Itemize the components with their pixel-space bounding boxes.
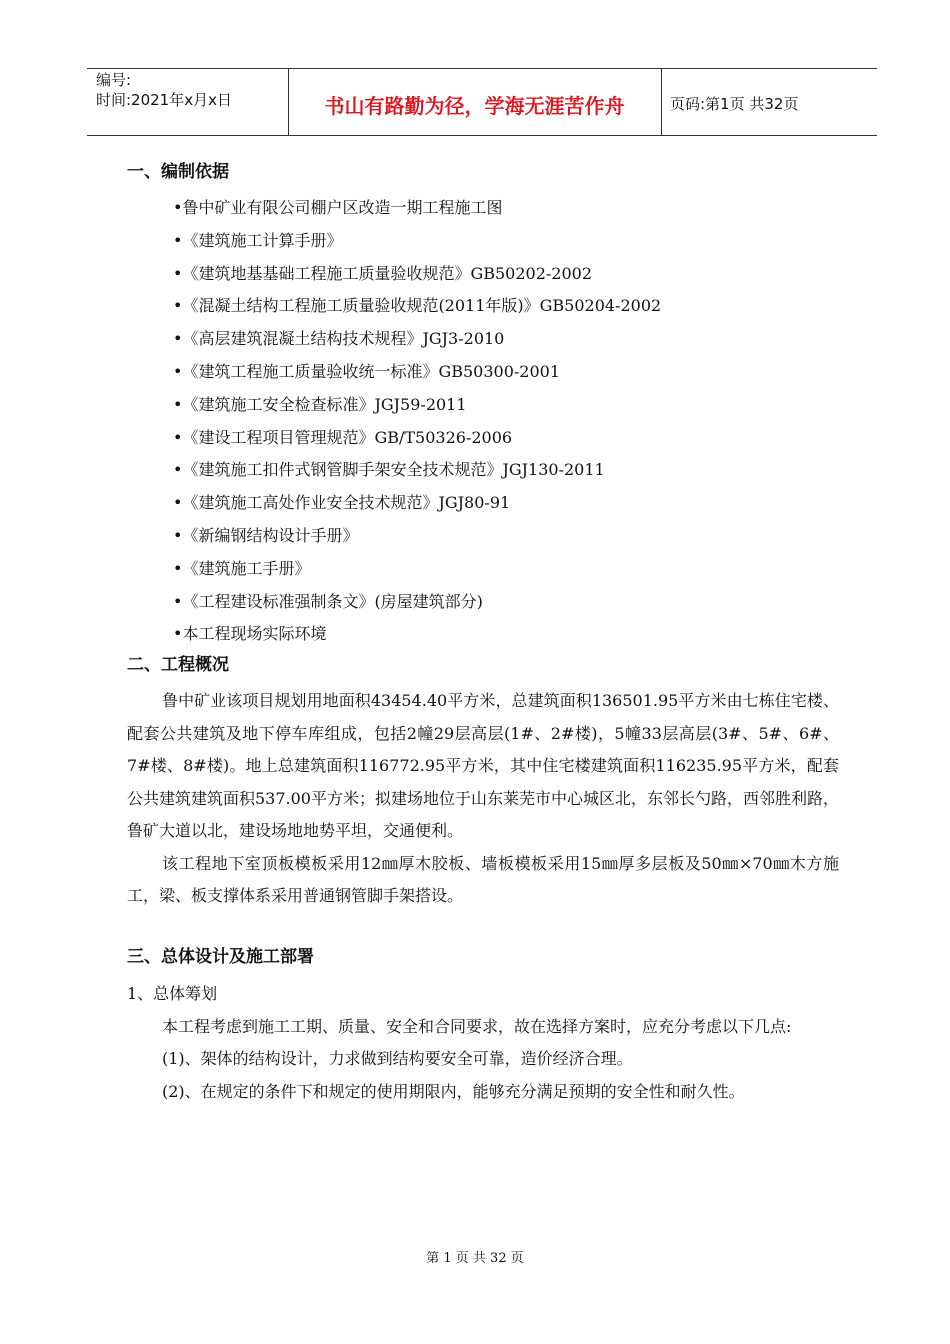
list-item: •鲁中矿业有限公司棚户区改造一期工程施工图	[173, 198, 503, 217]
list-item: •《建筑工程施工质量验收统一标准》GB50300-2001	[173, 361, 561, 381]
list-item: •《工程建设标准强制条文》(房屋建筑部分)	[173, 591, 483, 611]
list-item: •《建筑施工计算手册》	[173, 230, 343, 250]
paragraph: 本工程考虑到施工工期、质量、安全和合同要求，故在选择方案时，应充分考虑以下几点:	[162, 1016, 792, 1036]
list-item: •《建筑施工扣件式钢管脚手架安全技术规范》JGJ130-2011	[173, 460, 605, 480]
section-title: 三、总体设计及施工部署	[127, 946, 314, 967]
section-title: 一、编制依据	[127, 162, 229, 182]
list-item: •《新编钢结构设计手册》	[173, 525, 359, 545]
header-bottom-rule	[87, 135, 877, 136]
list-item: •《混凝土结构工程施工质量验收规范(2011年版)》GB50204-2002	[173, 296, 662, 316]
paragraph: 该工程地下室顶板模板采用12㎜厚木胶板、墙板模板采用15㎜厚多层板及50㎜×70㎜木方施工，梁、板支撑体系采用普通钢管脚手架搭设。	[127, 853, 839, 906]
document-number: 编号:	[96, 71, 132, 89]
paragraph: 鲁中矿业该项目规划用地面积43454.40平方米，总建筑面积136501.95平方米由七栋住宅楼、配套公共建筑及地下停车库组成，包括2幢29层高层(1#、2#楼)，5幢33层高层(3#、5#、6#、7#楼、8#楼)。地上总建筑面积116772.95平方米，其中住宅楼建筑面积116235.95平方米，配套公共建筑建筑面积537.00平方米；拟建场地位于山东莱芜市中心城区北，东邻长勺路，西邻胜利路，鲁矿大道以北，建设场地地势平坦，交通便利。	[127, 691, 839, 841]
list-item: •《高层建筑混凝土结构技术规程》JGJ3-2010	[173, 329, 505, 349]
paragraph: (1)、架体的结构设计，力求做到结构要安全可靠，造价经济合理。	[162, 1049, 633, 1069]
list-item: •《建设工程项目管理规范》GB/T50326-2006	[173, 427, 513, 447]
document-body	[127, 158, 839, 1108]
list-item: •《建筑施工安全检查标准》JGJ59-2011	[173, 394, 467, 414]
header-page-info: 页码:第1页 共32页	[670, 95, 799, 113]
header-top-rule	[87, 68, 877, 69]
document-time: 时间:2021年x月x日	[96, 91, 232, 109]
list-item: •《建筑地基基础工程施工质量验收规范》GB50202-2002	[173, 263, 593, 283]
spacer	[127, 913, 839, 943]
header-meta	[96, 70, 232, 110]
list-item: •《建筑施工高处作业安全技术规范》JGJ80-91	[173, 493, 511, 513]
header-divider	[661, 68, 662, 136]
paragraph: (2)、在规定的条件下和规定的使用期限内，能够充分满足预期的安全性和耐久性。	[162, 1081, 745, 1101]
list-item: •本工程现场实际环境	[173, 624, 327, 644]
section-title: 二、工程概况	[127, 655, 229, 676]
reference-list	[127, 192, 839, 651]
page-footer: 第 1 页 共 32 页	[426, 1251, 524, 1266]
header-motto: 书山有路勤为径，学海无涯苦作舟	[324, 94, 625, 118]
subsection-title: 1、总体筹划	[127, 983, 218, 1003]
list-item: •《建筑施工手册》	[173, 558, 311, 578]
